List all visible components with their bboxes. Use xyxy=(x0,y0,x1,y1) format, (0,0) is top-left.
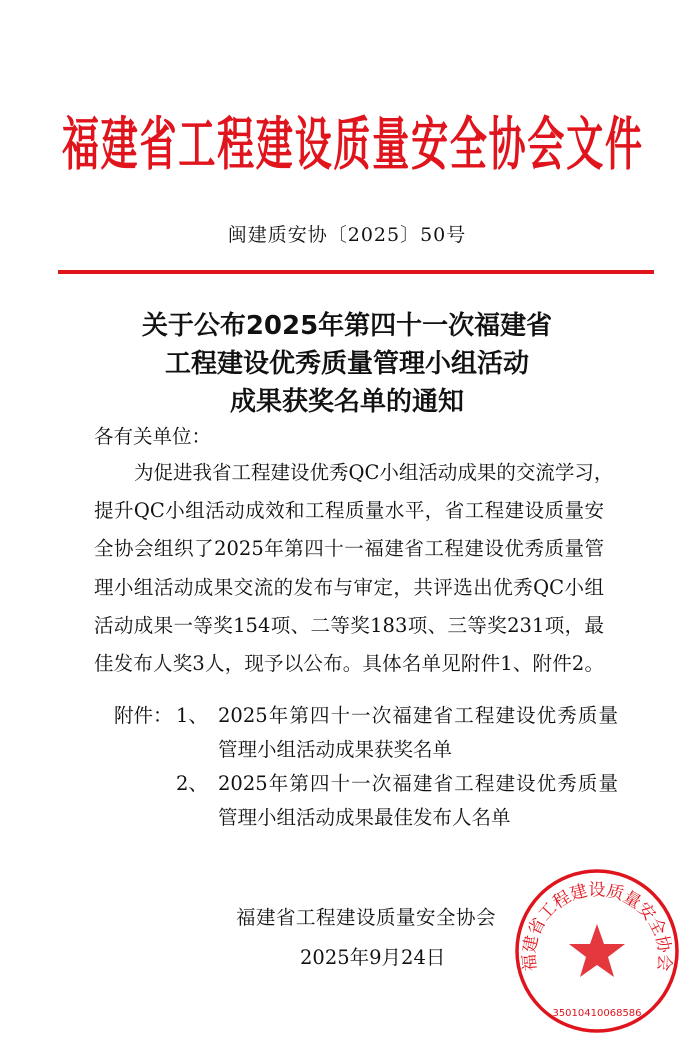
attachment-1-line-1[interactable]: 2025年第四十一次福建省工程建设优秀质量 xyxy=(218,704,618,727)
official-seal xyxy=(512,866,682,1036)
salutation: 各有关单位： xyxy=(94,425,212,448)
notice-title-line-2: 工程建设优秀质量管理小组活动 xyxy=(164,349,529,379)
seal-code: 3501041006858​6 xyxy=(552,1008,642,1019)
body-line: 提升QC小组活动成效和工程质量水平，省工程建设质量安 xyxy=(94,499,604,522)
attachment-2-line-1[interactable]: 2025年第四十一次福建省工程建设优秀质量 xyxy=(218,772,618,795)
attachment-2-number: 2、 xyxy=(176,772,208,795)
attachment-2-line-2[interactable]: 管理小组活动成果最佳发布人名单 xyxy=(218,806,511,829)
signature-organization: 福建省工程建设质量安全协会 xyxy=(236,906,497,929)
star-icon xyxy=(569,924,625,977)
attachments-label: 附件： xyxy=(114,704,173,727)
body-line: 为促进我省工程建设优秀QC小组活动成果的交流学习， xyxy=(134,461,614,484)
notice-title-line-3: 成果获奖名单的通知 xyxy=(229,387,464,417)
body-line: 全协会组织了2025年第四十一福建省工程建设优秀质量管 xyxy=(94,537,604,560)
attachment-1-line-2[interactable]: 管理小组活动成果获奖名单 xyxy=(218,738,453,761)
red-divider xyxy=(58,270,654,274)
body-line: 活动成果一等奖154项、二等奖183项、三等奖231项，最 xyxy=(94,614,604,637)
seal-text: 福建省工程建设质量安全协会 xyxy=(519,880,675,972)
body-line: 佳发布人奖3人，现予以公布。具体名单见附件1、附件2。 xyxy=(94,652,604,675)
attachment-1-number: 1、 xyxy=(176,704,208,727)
signature-date: 2025年9月24日 xyxy=(300,946,446,969)
body-line: 理小组活动成果交流的发布与审定，共评选出优秀QC小组 xyxy=(94,576,604,599)
document-number: 闽建质安协〔2025〕50号 xyxy=(227,224,467,246)
notice-title-line-1: 关于公布2025年第四十一次福建省 xyxy=(141,311,553,341)
document-header-title: 福建省工程建设质量安全协会文件 xyxy=(62,109,642,179)
